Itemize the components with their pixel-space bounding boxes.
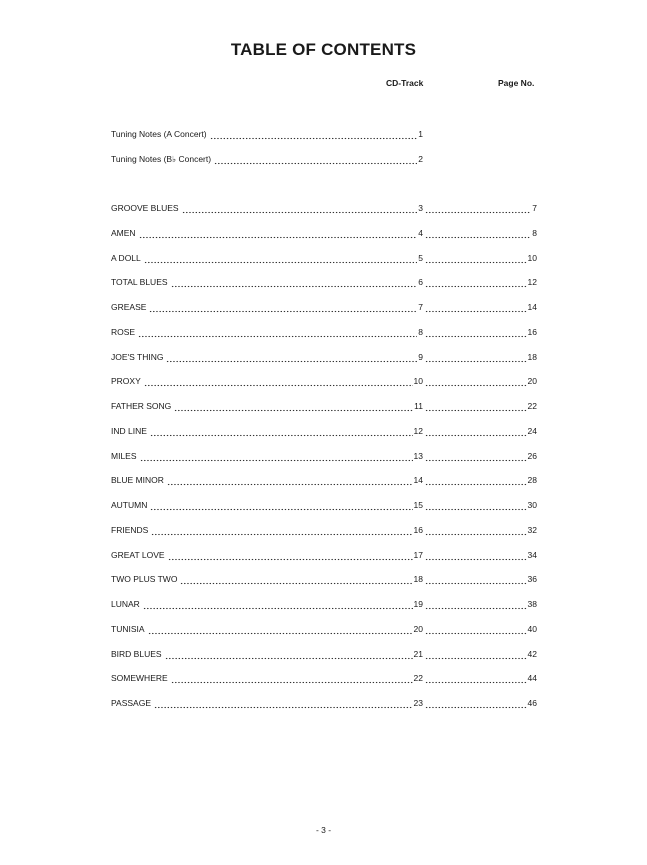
song-entry xyxy=(111,301,537,313)
cd-track-number: 23 xyxy=(413,698,423,708)
page-number: 16 xyxy=(527,326,537,337)
dot-leader xyxy=(150,499,412,511)
tuning-entry xyxy=(111,153,537,165)
page-number: 24 xyxy=(527,425,537,436)
entry-title: GROOVE BLUES xyxy=(111,202,182,214)
entry-title: Tuning Notes (B♭ Concert) xyxy=(111,153,214,165)
dot-leader xyxy=(425,524,527,536)
cd-track-number: 21 xyxy=(413,648,423,659)
dot-leader xyxy=(425,400,527,412)
dot-leader xyxy=(425,326,527,338)
cd-track-header: CD-Track xyxy=(386,78,424,88)
entry-title: BIRD BLUES xyxy=(111,648,165,660)
cd-track-number: 15 xyxy=(413,500,423,510)
dot-leader xyxy=(144,252,417,264)
song-entry xyxy=(111,672,537,684)
entry-title: AUTUMN xyxy=(111,499,150,511)
cd-track-number: 2 xyxy=(418,154,423,164)
dot-leader xyxy=(139,227,418,239)
entry-title: FATHER SONG xyxy=(111,400,174,412)
page-number: 44 xyxy=(527,673,537,684)
entry-title: MILES xyxy=(111,450,140,462)
entry-title: GREAT LOVE xyxy=(111,549,168,561)
page-number: 46 xyxy=(527,698,537,708)
page-number-footer: - 3 - xyxy=(315,825,332,835)
song-entry xyxy=(111,326,537,338)
dot-leader xyxy=(425,252,527,264)
entry-title: TOTAL BLUES xyxy=(111,276,171,288)
dot-leader xyxy=(425,598,527,610)
cd-track-number: 18 xyxy=(413,574,423,585)
song-entry xyxy=(111,227,537,239)
page-number: 28 xyxy=(527,475,537,486)
entry-title: A DOLL xyxy=(111,252,144,264)
dot-leader xyxy=(425,672,527,684)
dot-leader xyxy=(138,326,417,338)
page-number-header: Page No. xyxy=(498,78,535,88)
page-number: 12 xyxy=(527,277,537,288)
dot-leader xyxy=(151,524,412,536)
entry-title: TWO PLUS TWO xyxy=(111,573,180,585)
dot-leader xyxy=(425,474,527,486)
cd-track-number: 14 xyxy=(413,475,423,486)
dot-leader xyxy=(167,474,413,486)
dot-leader xyxy=(140,450,413,462)
page-number: 32 xyxy=(527,524,537,535)
entry-title: Tuning Notes (A Concert) xyxy=(111,128,210,140)
cd-track-number: 9 xyxy=(418,351,423,362)
page-number: 7 xyxy=(532,203,537,213)
dot-leader xyxy=(166,351,417,363)
dot-leader xyxy=(425,276,527,288)
dot-leader xyxy=(210,128,418,140)
cd-track-number: 22 xyxy=(413,673,423,684)
song-entry xyxy=(111,276,537,288)
dot-leader xyxy=(143,598,413,610)
cd-track-number: 5 xyxy=(418,252,423,263)
song-entry xyxy=(111,623,537,635)
dot-leader xyxy=(425,375,527,387)
cd-track-number: 3 xyxy=(418,203,423,213)
dot-leader xyxy=(144,375,413,387)
dot-leader xyxy=(425,648,527,660)
entry-title: SOMEWHERE xyxy=(111,672,171,684)
dot-leader xyxy=(214,153,417,165)
cd-track-number: 10 xyxy=(413,376,423,387)
dot-leader xyxy=(171,672,413,684)
song-entry xyxy=(111,375,537,387)
entry-title: PASSAGE xyxy=(111,697,154,709)
song-entry xyxy=(111,425,537,437)
entry-title: ROSE xyxy=(111,326,138,338)
dot-leader xyxy=(180,573,412,585)
dot-leader xyxy=(425,425,527,437)
page-number: 30 xyxy=(527,500,537,510)
page-number: 38 xyxy=(527,599,537,609)
entry-title: IND LINE xyxy=(111,425,150,437)
dot-leader xyxy=(425,227,531,239)
entry-title: TUNISIA xyxy=(111,623,148,635)
song-entry xyxy=(111,524,537,536)
page-number: 8 xyxy=(532,227,537,238)
dot-leader xyxy=(425,623,527,635)
song-entry xyxy=(111,252,537,264)
page-number: 36 xyxy=(527,574,537,585)
dot-leader xyxy=(425,202,531,214)
dot-leader xyxy=(425,301,527,313)
tuning-entry xyxy=(111,128,537,140)
dot-leader xyxy=(168,549,413,561)
page-number: 20 xyxy=(527,376,537,387)
cd-track-number: 1 xyxy=(418,129,423,139)
page-title: TABLE OF CONTENTS xyxy=(230,40,417,59)
cd-track-number: 8 xyxy=(418,326,423,337)
song-entry xyxy=(111,202,537,214)
page-number: 40 xyxy=(527,623,537,634)
dot-leader xyxy=(150,425,413,437)
dot-leader xyxy=(182,202,418,214)
cd-track-number: 11 xyxy=(414,401,423,411)
cd-track-number: 12 xyxy=(413,425,423,436)
dot-leader xyxy=(165,648,413,660)
cd-track-number: 4 xyxy=(418,227,423,238)
song-entry xyxy=(111,573,537,585)
page-number: 22 xyxy=(527,401,537,411)
dot-leader xyxy=(425,450,527,462)
entry-title: JOE'S THING xyxy=(111,351,166,363)
cd-track-number: 19 xyxy=(413,599,423,609)
dot-leader xyxy=(174,400,413,412)
entry-title: FRIENDS xyxy=(111,524,151,536)
cd-track-number: 6 xyxy=(418,277,423,288)
song-entry xyxy=(111,549,537,561)
song-entry xyxy=(111,400,537,412)
entry-title: LUNAR xyxy=(111,598,143,610)
song-entry xyxy=(111,648,537,660)
dot-leader xyxy=(425,499,527,511)
dot-leader xyxy=(425,549,527,561)
dot-leader xyxy=(148,623,413,635)
entry-title: GREASE xyxy=(111,301,149,313)
song-entry xyxy=(111,499,537,511)
dot-leader xyxy=(149,301,417,313)
song-entry xyxy=(111,598,537,610)
dot-leader xyxy=(425,573,527,585)
cd-track-number: 7 xyxy=(418,302,423,312)
page-number: 34 xyxy=(527,549,537,560)
cd-track-number: 17 xyxy=(413,549,423,560)
cd-track-number: 13 xyxy=(413,450,423,461)
song-entry xyxy=(111,351,537,363)
song-entry xyxy=(111,450,537,462)
entry-title: BLUE MINOR xyxy=(111,474,167,486)
dot-leader xyxy=(154,697,413,709)
song-entry xyxy=(111,697,537,709)
dot-leader xyxy=(171,276,418,288)
song-entry xyxy=(111,474,537,486)
entry-title: PROXY xyxy=(111,375,144,387)
page-number: 10 xyxy=(527,252,537,263)
page-number: 26 xyxy=(527,450,537,461)
dot-leader xyxy=(425,351,527,363)
dot-leader xyxy=(425,697,527,709)
cd-track-number: 16 xyxy=(413,524,423,535)
page-number: 18 xyxy=(527,351,537,362)
page-number: 42 xyxy=(527,648,537,659)
cd-track-number: 20 xyxy=(413,623,423,634)
page-number: 14 xyxy=(527,302,537,312)
entry-title: AMEN xyxy=(111,227,139,239)
